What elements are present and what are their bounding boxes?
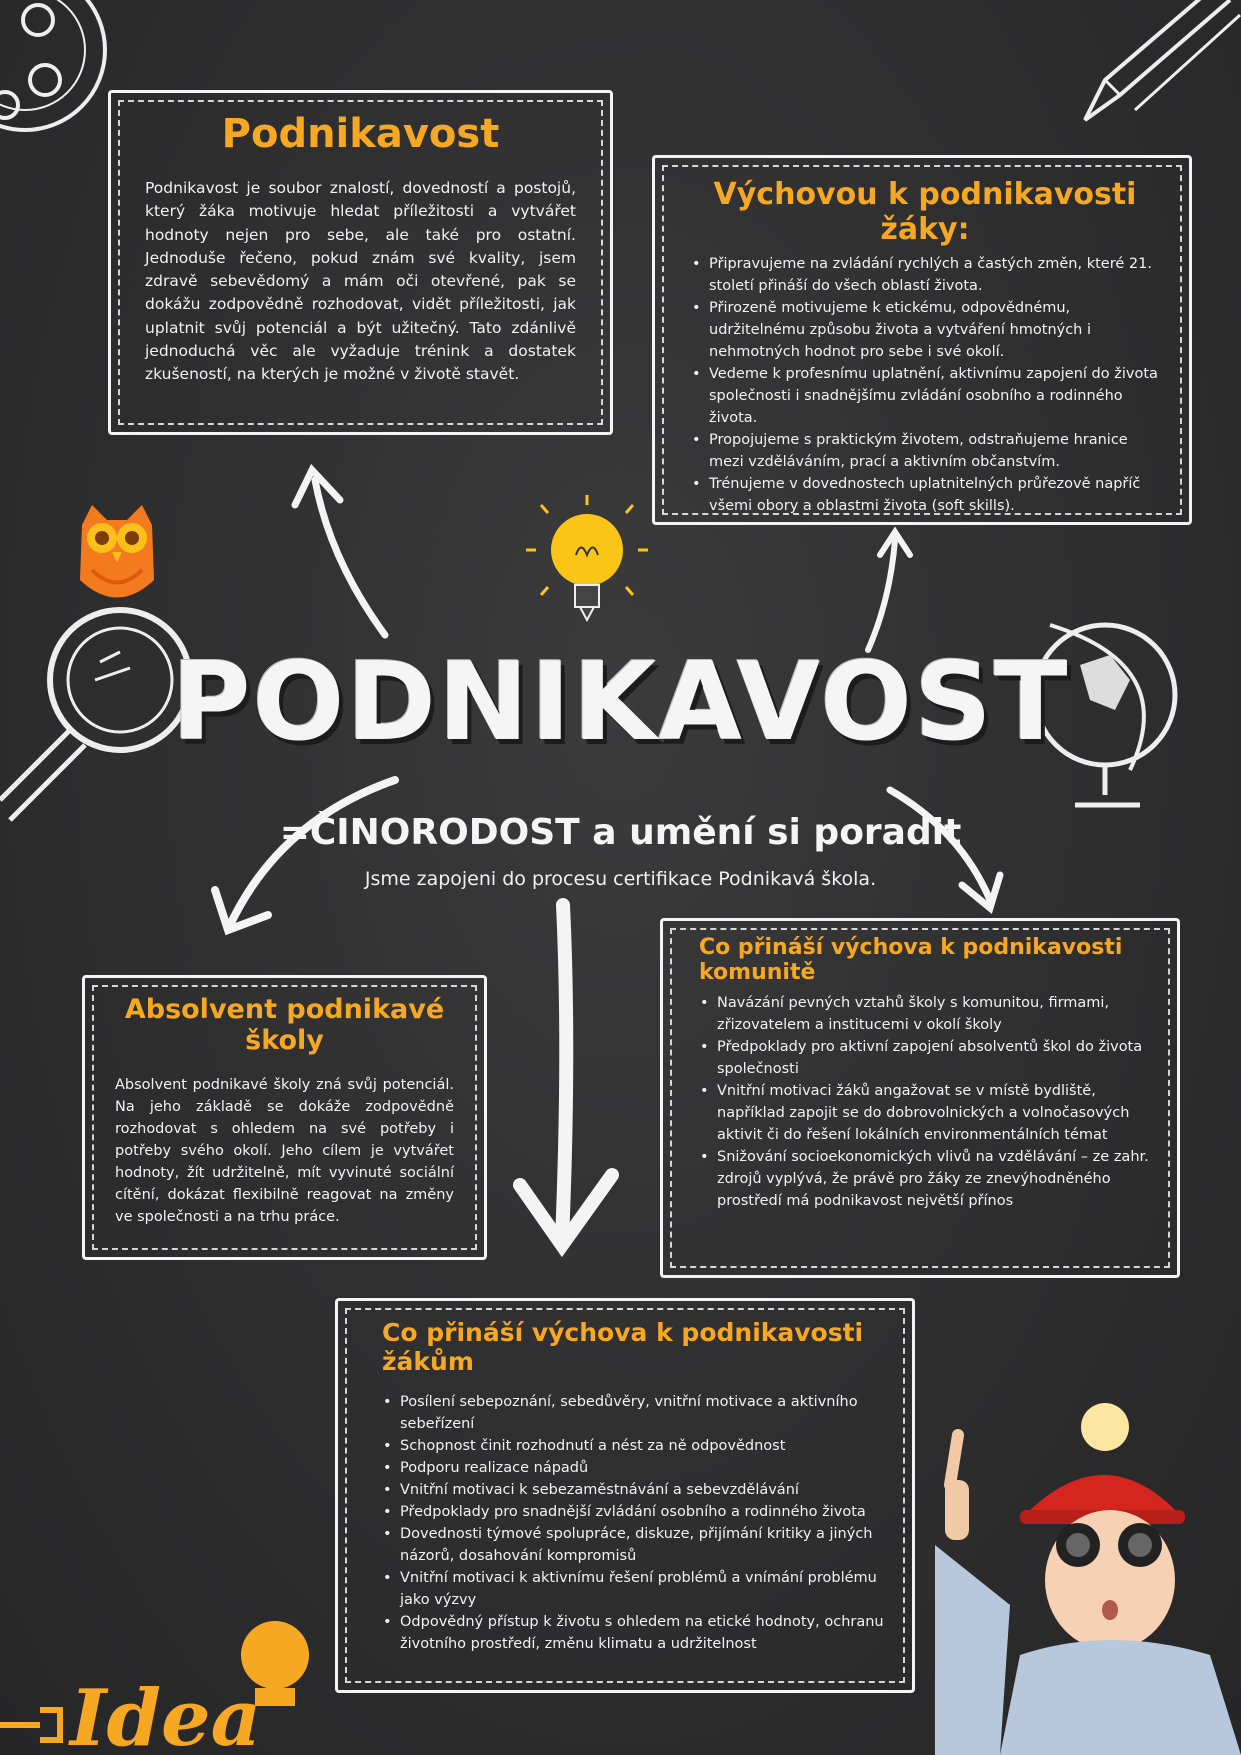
child-photo — [930, 1395, 1241, 1755]
list-item: • Vedeme k profesnímu uplatnění, aktivnímu zapojení do života společnosti i snadnějšímu zvládání osobního a rodinného života. — [709, 363, 1159, 429]
list-item: • Navázání pevných vztahů školy s komunitou, firmami, zřizovatelem a institucemi v okolí školy — [717, 992, 1155, 1036]
definition-text: Podnikavost je soubor znalostí, dovedností a postojů, který žáka motivuje hledat příležitosti a vytvářet hodnoty nejen pro sebe, ale také pro ostatní. Jednoduše řečeno, pokud znám své kvality, jsem zdravě sebevědomý a mám oči otevřené, pak se dokážu zodpovědně rozhodovat, vidět příležitosti, jak uplatnit svůj potenciál a být užitečný. Tato zdánlivě jednoduchá věc ale vyžaduje trénink a dostatek zkušeností, na kterých je možné v životě stavět. — [145, 179, 576, 383]
definition-title: Podnikavost — [221, 111, 500, 157]
graduate-box — [82, 975, 487, 1260]
idea-logo-word: Idea — [70, 1673, 262, 1755]
community-title: Co přináší výchova k podnikavosti komunitě — [699, 935, 1123, 986]
idea-logo-icon — [0, 1610, 320, 1755]
students-list — [382, 1391, 890, 1655]
list-item: • Podporu realizace nápadů — [400, 1457, 890, 1479]
education-list — [691, 253, 1159, 517]
list-item: • Trénujeme v dovednostech uplatnitelných průřezově napříč všemi obory a oblastmi života (soft skills). — [709, 473, 1159, 517]
list-item: • Předpoklady pro snadnější zvládání osobního a rodinného života — [400, 1501, 890, 1523]
list-item: • Předpoklady pro aktivní zapojení absolventů škol do života společnosti — [717, 1036, 1155, 1080]
list-item: • Vnitřní motivaci k sebezaměstnávání a sebevzdělávání — [400, 1479, 890, 1501]
students-title: Co přináší výchova k podnikavosti žákům — [382, 1318, 864, 1376]
list-item: • Propojujeme s praktickým životem, odstraňujeme hranice mezi vzděláváním, prací a aktivním občanstvím. — [709, 429, 1159, 473]
community-list — [699, 992, 1155, 1212]
list-item: • Posílení sebepoznání, sebedůvěry, vnitřní motivace a aktivního sebeřízení — [400, 1391, 890, 1435]
students-box — [335, 1298, 915, 1693]
education-title: Výchovou k podnikavosti žáky: — [713, 177, 1137, 247]
list-item: • Dovednosti týmové spolupráce, diskuze, přijímání kritiky a jiných názorů, dosahování kompromisů — [400, 1523, 890, 1567]
main-title: PODNIKAVOST — [171, 640, 1070, 765]
list-item: • Schopnost činit rozhodnutí a nést za ně odpovědnost — [400, 1435, 890, 1457]
list-item: • Vnitřní motivaci k aktivnímu řešení problémů a vnímání problému jako výzvy — [400, 1567, 890, 1611]
graduate-title: Absolvent podnikavé školy — [124, 994, 445, 1057]
subtitle: =ČINORODOST a umění si poradit — [279, 812, 962, 853]
list-item: • Vnitřní motivaci žáků angažovat se v místě bydliště, například zapojit se do dobrovolnických a volnočasových aktivit či do řešení lokálních environmentálních témat — [717, 1080, 1155, 1146]
list-item: • Odpovědný přístup k životu s ohledem na etické hodnoty, ochranu životního prostředí, změnu klimatu a udržitelnost — [400, 1611, 890, 1655]
list-item: • Připravujeme na zvládání rychlých a častých změn, které 21. století přináší do všech oblastí života. — [709, 253, 1159, 297]
list-item: • Přirozeně motivujeme k etickému, odpovědnému, udržitelnému způsobu života a vytváření hmotných i nehmotných hodnot pro sebe i své okolí. — [709, 297, 1159, 363]
graduate-text: Absolvent podnikavé školy zná svůj potenciál. Na jeho základě se dokáže zodpovědně rozhodovat s ohledem na své potřeby i potřeby svého okolí. Jeho cílem je vytvářet hodnoty, žít udržitelně, mít vyvinuté sociální cítění, dokázat flexibilně reagovat na změny ve společnosti a na trhu práce. — [115, 1077, 454, 1226]
tagline: Jsme zapojeni do procesu certifikace Podnikavá škola. — [364, 868, 877, 890]
education-box — [652, 155, 1192, 525]
list-item: • Snižování socioekonomických vlivů na vzdělávání – ze zahr. zdrojů vyplývá, že právě pro žáky ze znevýhodněného prostředí má podnikavost největší přínos — [717, 1146, 1155, 1212]
community-box — [660, 918, 1180, 1278]
definition-box — [108, 90, 613, 435]
